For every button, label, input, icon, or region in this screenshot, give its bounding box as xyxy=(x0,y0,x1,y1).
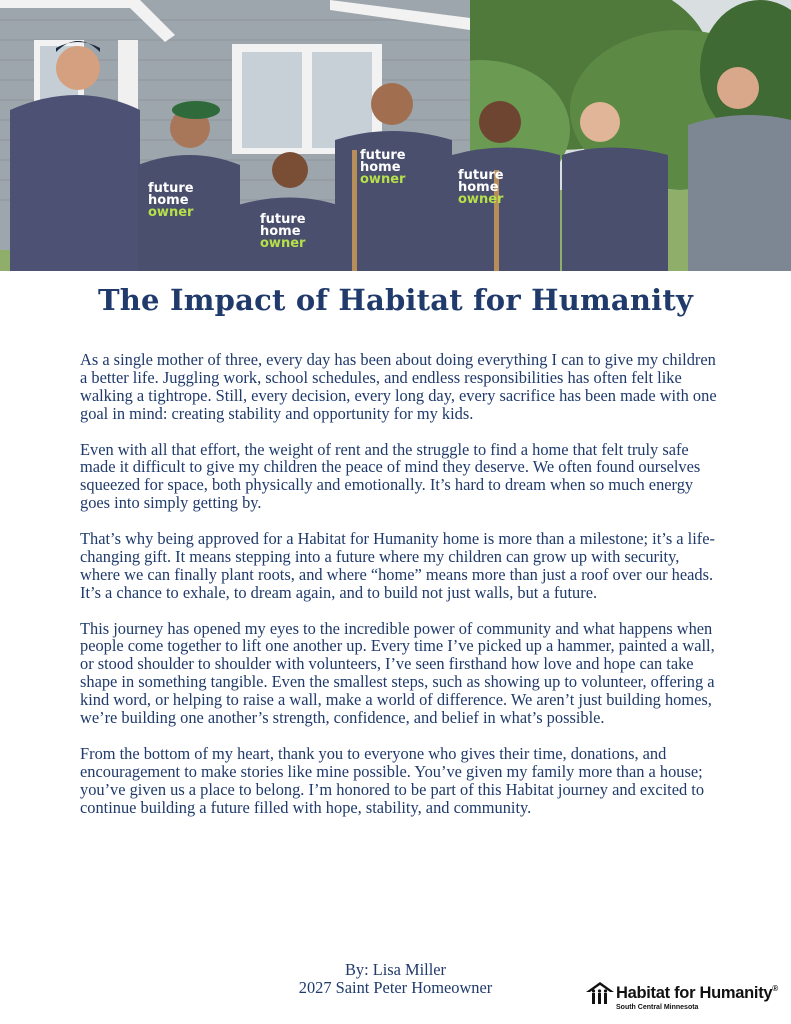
habitat-house-people-icon xyxy=(586,982,614,1006)
shirt-print: future home owner xyxy=(458,168,504,207)
signature-role: 2027 Saint Peter Homeowner xyxy=(298,978,493,997)
signature-author: By: Lisa Miller xyxy=(344,960,447,979)
registered-mark: ® xyxy=(772,984,778,993)
logo-affiliate: South Central Minnesota xyxy=(616,1004,699,1011)
letter-body xyxy=(80,351,720,834)
logo-name: Habitat for Humanity® xyxy=(616,984,778,1002)
shirt-print: future home owner xyxy=(360,148,406,187)
habitat-logo xyxy=(586,982,786,1016)
paragraph: That’s why being approved for a Habitat for Humanity home is more than a milestone; it’s a life-changing gift. It means stepping into a future where my children can grow up with security, where we can finally plant roots, and where “home” means more than just a roof over our heads. It’s a chance to exhale, to dream again, and to build not just walls, but a future. xyxy=(80,529,715,602)
shirt-print: future home owner xyxy=(260,212,306,251)
page-title: The Impact of Habitat for Humanity xyxy=(97,283,694,317)
hero-photo xyxy=(0,0,791,271)
shirt-print: future home owner xyxy=(148,181,194,220)
paragraph: Even with all that effort, the weight of rent and the struggle to find a home that felt truly safe made it difficult to give my children the peace of mind they deserve. We often found ourselves squeezed for space, both physically and emotionally. It’s hard to dream when so much energy goes into simply getting by. xyxy=(80,439,701,513)
paragraph: As a single mother of three, every day has been about doing everything I can to give my children a better life. Juggling work, school schedules, and endless responsibilities has often felt like walking a tightrope. Still, every decision, every long day, every sacrifice has been made with one goal in mind: creating stability and opportunity for my kids. xyxy=(80,350,717,423)
paragraph: From the bottom of my heart, thank you to everyone who gives their time, donations, and encouragement to make stories like mine possible. You’ve given my family more than a house; you’ve given us a place to belong. I’m honored to be part of this Habitat journey and excited to continue building a future filled with hope, stability, and community. xyxy=(80,743,705,817)
paragraph: This journey has opened my eyes to the incredible power of community and what happens when people come together to lift one another up. Every time I’ve picked up a hammer, painted a wall, or stood shoulder to shoulder with volunteers, I’ve seen firsthand how love and hope can take shape in something tangible. Even the smallest steps, such as showing up to volunteer, offering a kind word, or helping to raise a wall, make a world of difference. We aren’t just building homes, we’re building one another’s strength, confidence, and belief in what’s possible. xyxy=(80,618,715,728)
photo-scene xyxy=(0,0,791,271)
